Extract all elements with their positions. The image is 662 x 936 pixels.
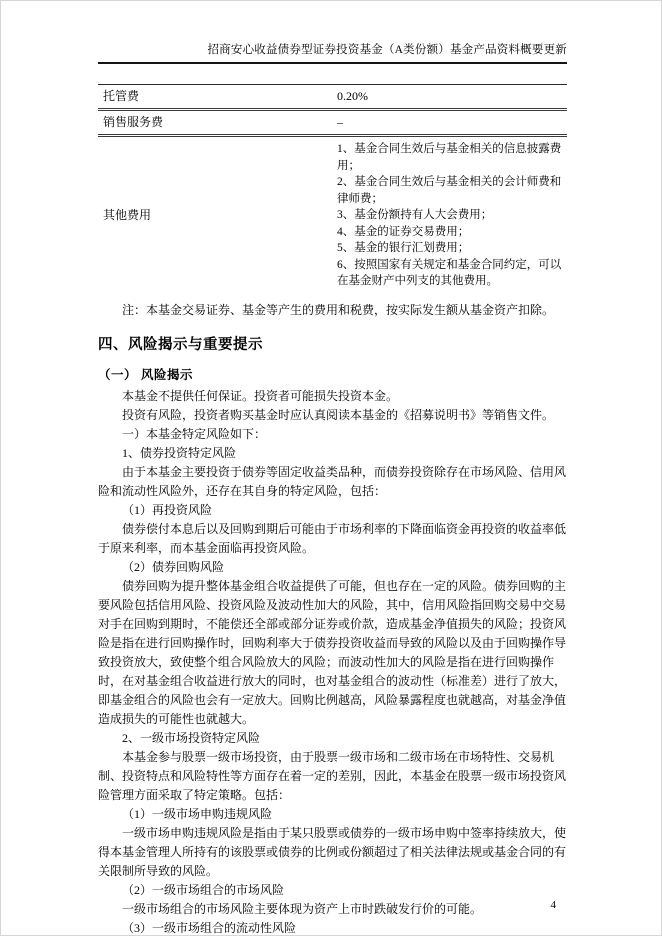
list-item: 4、基金的证券交易费用； bbox=[337, 225, 470, 238]
paragraph: 投资有风险，投资者购买基金时应认真阅读本基金的《招募说明书》等销售文件。 bbox=[122, 407, 555, 422]
fee-table bbox=[98, 84, 567, 294]
list-item: 5、基金的银行汇划费用； bbox=[337, 242, 470, 254]
table-note: 注：本基金交易证券、基金等产生的费用和税费，按实际发生额从基金资产扣除。 bbox=[122, 302, 555, 317]
list-item: 2、基金合同生效后与基金相关的会计师费和律师费； bbox=[337, 176, 562, 205]
table-row bbox=[98, 137, 567, 294]
paragraph: （1）再投资风险 bbox=[122, 502, 213, 517]
table-row bbox=[98, 111, 567, 137]
document-header-title: 招商安心收益债券型证券投资基金（A类份额）基金产品资料概要更新 bbox=[98, 41, 567, 64]
paragraph: （2）一级市场组合的市场风险 bbox=[122, 882, 285, 897]
fee-value: – bbox=[337, 115, 343, 129]
paragraph: 债券偿付本息后以及回购到期后可能由于市场利率的下降面临资金再投资的收益率低于原来利率，而本基金面临再投资风险。 bbox=[98, 521, 567, 555]
paragraph: 一）本基金特定风险如下： bbox=[122, 426, 267, 441]
paragraph: 债券回购为提升整体基金组合收益提供了可能，但也存在一定的风险。债券回购的主要风险包括信用风险、投资风险及波动性加大的风险，其中，信用风险指回购交易中交易对手在回购到期时，不能偿还全部或部分证券或价款，造成基金净值损失的风险；投资风险是指在进行回购操作时，回购利率大于债券投资收益而导致的风险以及由于回购操作导致投资放大，致使整个组合风险放大的风险；而波动性加大的风险是指在进行回购操作时，在对基金组合收益进行放大的同时，也对基金组合的波动性（标准差）进行了放大，即基金组合的风险也会有一定放大。回购比例越高，风险暴露程度也就越高，对基金净值造成损失的可能性也就越大。 bbox=[98, 578, 567, 726]
fee-item-list bbox=[334, 137, 567, 294]
paragraph: 2、一级市场投资特定风险 bbox=[122, 730, 261, 745]
paragraph: 由于本基金主要投资于债券等固定收益类品种，而债券投资除存在市场风险、信用风险和流动性风险外，还存在其自身的特定风险，包括： bbox=[98, 464, 567, 498]
fee-label: 托管费 bbox=[103, 89, 140, 103]
list-item: 6、按照国家有关规定和基金合同约定，可以在基金财产中列支的其他费用。 bbox=[337, 258, 562, 287]
paragraph: 1、债券投资特定风险 bbox=[122, 445, 237, 460]
paragraph: 一级市场组合的市场风险主要体现为资产上市时跌破发行价的可能。 bbox=[122, 901, 483, 916]
paragraph: 一级市场申购违规风险是指由于某只股票或债券的一级市场申购中签率持续放大，使得本基金管理人所持有的该股票或债券的比例或份额超过了相关法律法规或基金合同的有关限制所导致的风险。 bbox=[98, 825, 567, 878]
paragraph: （1）一级市场申购违规风险 bbox=[122, 806, 273, 821]
subsection-title: （一） 风险揭示 bbox=[98, 367, 193, 382]
page-number: 4 bbox=[550, 899, 556, 911]
list-item: 3、基金份额持有人大会费用； bbox=[337, 209, 493, 221]
list-item: 1、基金合同生效后与基金相关的信息披露费用； bbox=[337, 143, 562, 172]
paragraph: 本基金不提供任何保证。投资者可能损失投资本金。 bbox=[122, 388, 399, 403]
section-title: 四、风险揭示与重要提示 bbox=[98, 336, 263, 353]
fee-value: 0.20% bbox=[337, 89, 368, 103]
table-row bbox=[98, 85, 567, 111]
paragraph: （2）债券回购风险 bbox=[122, 559, 225, 574]
fee-label: 其他费用 bbox=[103, 207, 152, 222]
paragraph: 本基金参与股票一级市场投资，由于股票一级市场和二级市场在市场特性、交易机制、投资特点和风险特性等方面存在着一定的差别，因此，本基金在股票一级市场投资风险管理方面采取了特定策略。包括： bbox=[98, 749, 567, 802]
page-content bbox=[98, 41, 567, 936]
fee-label: 销售服务费 bbox=[103, 115, 164, 129]
paragraph: （3）一级市场组合的流动性风险 bbox=[122, 920, 297, 935]
section-body bbox=[98, 387, 567, 936]
